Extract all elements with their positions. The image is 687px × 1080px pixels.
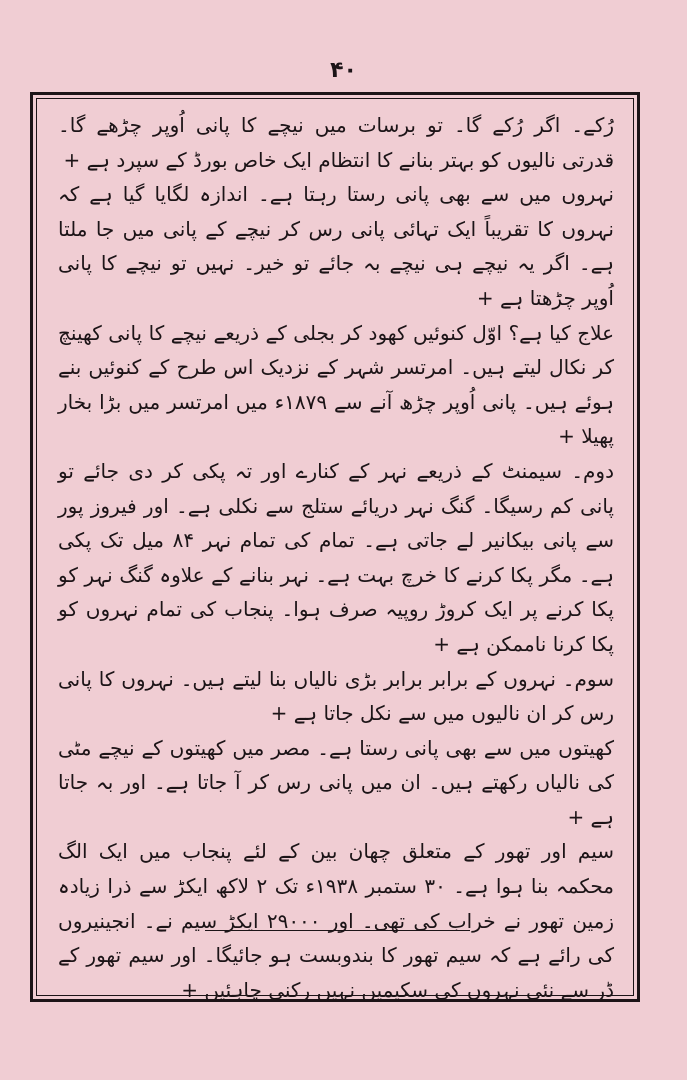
paragraph-1: رُکے۔ اگر رُکے گا۔ تو برسات میں نیچے کا پانی اُوپر چڑھے گا۔ قدرتی نالیوں کو بہتر بنانے کا انتظام ایک خاص بورڈ کے سپرد ہے +: [58, 113, 614, 172]
end-rule: [205, 930, 470, 931]
paragraph-6: کھیتوں میں سے بھی پانی رستا ہے۔ مصر میں کھیتوں کے نیچے مٹی کی نالیاں رکھتے ہیں۔ ان میں پانی رس کر آ جاتا ہے۔ اور بہ جاتا ہے +: [58, 735, 614, 829]
paragraph-3: علاج کیا ہے؟ اوّل کنوئیں کھود کر بجلی کے ذریعے نیچے کا پانی کھینچ کر نکال لیتے ہیں۔ امرتسر شہر کے نزدیک اس طرح کے کنوئیں بنے ہوئے ہیں۔ پانی اُوپر چڑھ آنے سے ۱۸۷۹ء میں امرتسر میں بڑا بخار پھیلا +: [58, 320, 614, 449]
paragraph-5: سوم۔ نہروں کے برابر برابر بڑی نالیاں بنا لیتے ہیں۔ نہروں کا پانی رس کر ان نالیوں میں سے نکل جاتا ہے +: [58, 666, 614, 726]
paragraph-4: دوم۔ سیمنٹ کے ذریعے نہر کے کنارے اور تہ پکی کر دی جائے تو پانی کم رسیگا۔ گنگ نہر دریائے ستلج سے نکلی ہے۔ اور فیروز پور سے پانی بیکانیر لے جاتی ہے۔ تمام کی تمام نہر ۸۴ میل تک پکی ہے۔ مگر پکا کرنے کا خرچ بہت ہے۔ نہر بنانے کے علاوہ گنگ نہر کو پکا کرنے پر ایک کروڑ روپیہ صرف ہوا۔ پنجاب کی تمام نہروں کو پکا کرنا ناممکن ہے +: [58, 458, 614, 656]
body-text: [58, 108, 614, 1007]
page-number: ۴۰: [330, 58, 357, 83]
paragraph-7: سیم اور تھور کے متعلق چھان بین کے لئے پنجاب میں ایک الگ محکمہ بنا ہوا ہے۔ ۳۰ ستمبر ۱۹۳۸ء تک ۲ لاکھ ایکڑ سے ذرا زیادہ زمین تھور نے خراب کی تھی۔ اور ۲۹۰۰۰ ایکڑ سیم نے۔ انجینیروں کی رائے ہے کہ سیم تھور کا بندوبست ہو جائیگا۔ اور سیم تھور کے ڈر سے نئی نہروں کی سکیمیں نہیں رکنی چاہئیں +: [58, 839, 614, 1002]
paragraph-2: نہروں میں سے بھی پانی رستا رہتا ہے۔ اندازہ لگایا گیا ہے کہ نہروں کا تقریباً ایک تہائی پانی رس کر نیچے کے پانی میں جا ملتا ہے۔ اگر یہ نیچے ہی نیچے بہ جائے تو خیر۔ نہیں تو نیچے کا پانی اُوپر چڑھتا ہے +: [58, 182, 614, 310]
